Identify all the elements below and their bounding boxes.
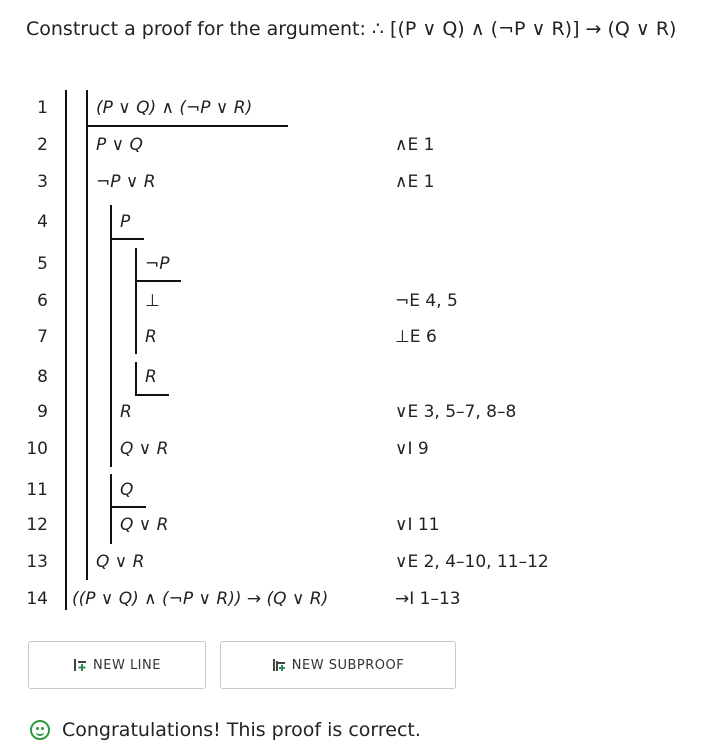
formula[interactable]: ¬P [145, 254, 170, 274]
justification[interactable]: ¬E 4, 5 [395, 291, 458, 311]
new-line-button[interactable] [28, 641, 206, 689]
formula[interactable]: (P ∨ Q) ∧ (¬P ∨ R) [96, 98, 253, 118]
scope-bar-subproof-4 [110, 205, 112, 467]
line-number: 12 [26, 515, 48, 535]
scope-bar-subproof-11 [110, 474, 112, 544]
line-number: 10 [26, 439, 48, 459]
scope-bar-main [86, 90, 88, 580]
justification[interactable]: ∨E 2, 4–10, 11–12 [395, 552, 549, 572]
formula[interactable]: P [120, 212, 131, 232]
justification[interactable]: ⊥E 6 [395, 327, 437, 347]
formula[interactable]: ¬P ∨ R [96, 172, 156, 192]
formula[interactable]: Q [120, 480, 134, 500]
justification[interactable]: ∧E 1 [395, 135, 435, 155]
justification[interactable]: ∧E 1 [395, 172, 435, 192]
line-number: 1 [37, 98, 48, 118]
scope-bar-subproof-5 [135, 248, 137, 354]
smiley-icon [30, 720, 50, 740]
scope-bar-subproof-8 [135, 362, 137, 396]
assumption-divider-4 [110, 238, 144, 240]
line-number: 2 [37, 135, 48, 155]
assumption-divider-11 [110, 506, 146, 508]
formula[interactable]: ((P ∨ Q) ∧ (¬P ∨ R)) → (Q ∨ R) [72, 589, 329, 609]
formula[interactable]: P ∨ Q [96, 135, 143, 155]
justification[interactable]: →I 1–13 [395, 589, 461, 609]
formula[interactable]: Q ∨ R [120, 515, 169, 535]
justification[interactable]: ∨I 11 [395, 515, 440, 535]
line-number: 5 [37, 254, 48, 274]
line-number: 13 [26, 552, 48, 572]
new-subproof-label: NEW SUBPROOF [291, 657, 405, 673]
premise-divider [86, 125, 288, 127]
new-line-icon [73, 658, 87, 672]
line-number: 3 [37, 172, 48, 192]
formula[interactable]: R [120, 402, 132, 422]
status-text: Congratulations! This proof is correct. [62, 719, 421, 741]
line-number: 9 [37, 402, 48, 422]
status-message [30, 719, 421, 741]
line-number: 4 [37, 212, 48, 232]
problem-statement: Construct a proof for the argument: ∴ [(P ∨ Q) ∧ (¬P ∨ R)] → (Q ∨ R) [26, 18, 677, 40]
formula[interactable]: ⊥ [145, 291, 160, 311]
assumption-divider-5 [135, 280, 181, 282]
formula[interactable]: Q ∨ R [120, 439, 169, 459]
new-subproof-icon [272, 658, 286, 672]
formula[interactable]: R [145, 327, 157, 347]
formula[interactable]: Q ∨ R [96, 552, 145, 572]
new-line-label: NEW LINE [93, 657, 161, 673]
scope-bar-outer [65, 90, 67, 610]
line-number: 11 [26, 480, 48, 500]
line-number: 14 [26, 589, 48, 609]
line-number: 8 [37, 367, 48, 387]
formula[interactable]: R [145, 367, 157, 387]
line-number: 6 [37, 291, 48, 311]
line-number: 7 [37, 327, 48, 347]
new-subproof-button[interactable] [220, 641, 456, 689]
justification[interactable]: ∨E 3, 5–7, 8–8 [395, 402, 517, 422]
justification[interactable]: ∨I 9 [395, 439, 429, 459]
assumption-divider-8 [135, 394, 169, 396]
